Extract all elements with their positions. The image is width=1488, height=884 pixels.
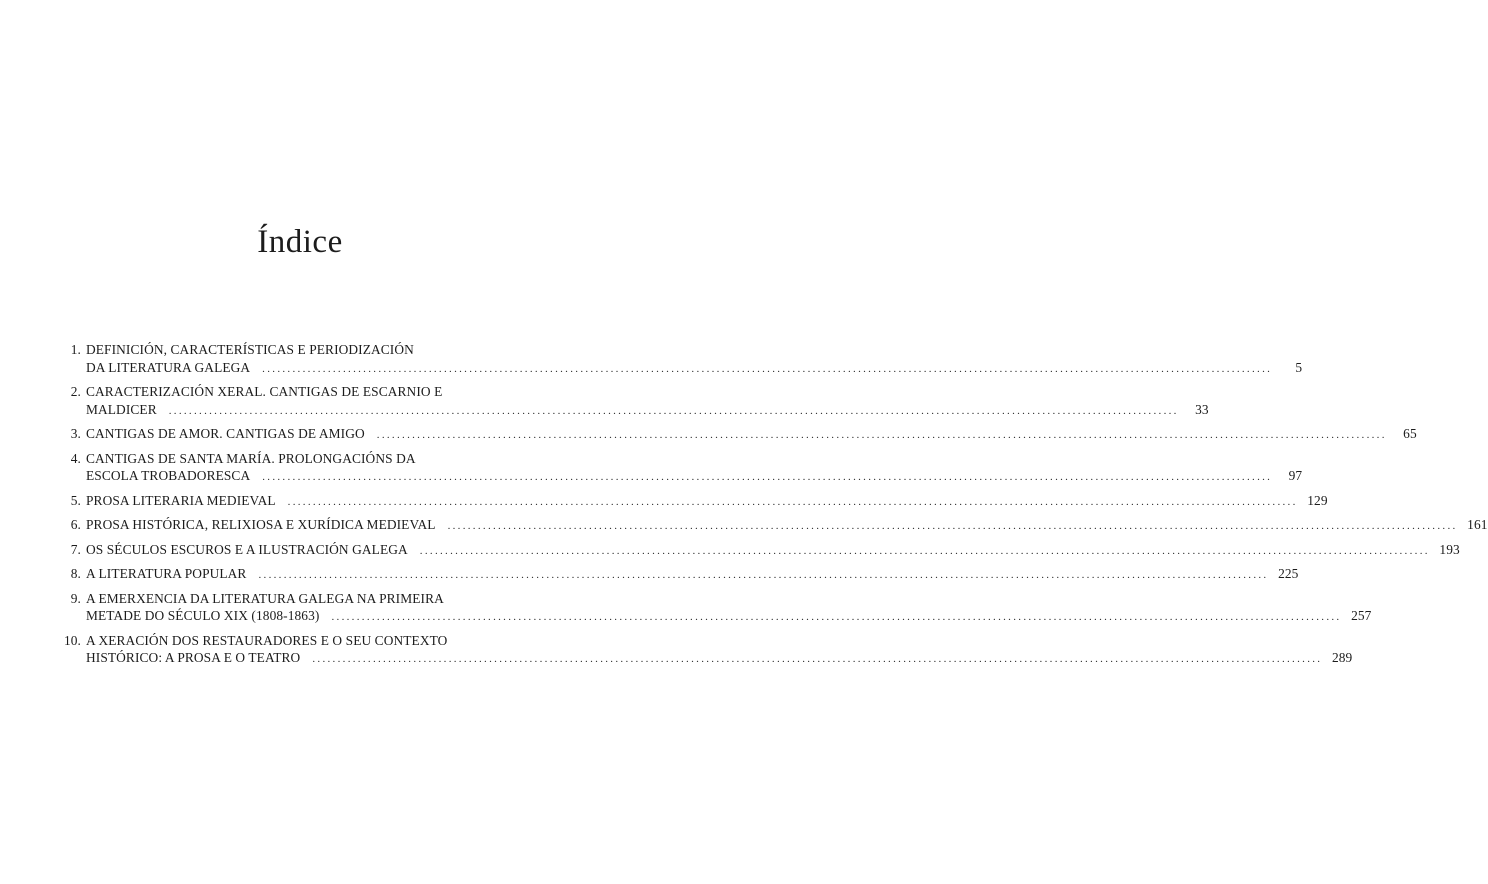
toc-entry-number: 7. — [70, 541, 81, 557]
toc-entry — [52, 425, 1417, 445]
toc-entry-page-number: 193 — [1439, 541, 1460, 557]
toc-entry-line — [52, 341, 514, 359]
toc-entry-line — [52, 590, 514, 608]
toc-entry-page-number: 161 — [1467, 517, 1488, 532]
toc-entry — [52, 590, 1372, 627]
dot-leader: ........................................................................................................................................................................................................ — [447, 520, 1458, 532]
page-title: Índice — [257, 224, 343, 260]
toc-entry-title: PROSA LITERARIA MEDIEVAL — [86, 492, 276, 508]
dot-leader: ........................................................................................................................................................................................................ — [312, 653, 1323, 665]
toc-entry-line — [52, 492, 1328, 512]
toc-entry — [52, 341, 1303, 378]
toc-entry-title: MALDICER — [86, 401, 157, 417]
toc-entry-title: ESCOLA TROBADORESCA — [86, 468, 251, 483]
toc-entry-title: A EMERXENCIA DA LITERATURA GALEGA NA PRIMEIRA — [86, 590, 444, 606]
toc-entry-page-number: 65 — [1403, 426, 1417, 441]
toc-entry-title: A LITERATURA POPULAR — [86, 566, 247, 581]
dot-leader: ........................................................................................................................................................................................................ — [168, 404, 1179, 417]
toc-entry-title: CARACTERIZACIÓN XERAL. CANTIGAS DE ESCARNIO E — [86, 384, 443, 399]
toc-entry — [52, 383, 1209, 420]
toc-entry-number: 9. — [70, 590, 81, 606]
toc-entry-number: 2. — [70, 384, 81, 399]
toc-entry-title: METADE DO SÉCULO XIX (1808-1863) — [86, 608, 320, 623]
toc-entry-line — [52, 425, 1417, 445]
toc-entry — [52, 492, 1328, 512]
dot-leader: ........................................................................................................................................................................................................ — [258, 569, 1269, 581]
toc-entry-line — [52, 401, 1209, 421]
toc-entry-title: DEFINICIÓN, CARACTERÍSTICAS E PERIODIZACIÓN — [86, 342, 414, 357]
dot-leader: ........................................................................................................................................................................................................ — [262, 362, 1273, 375]
toc-entry-page-number: 257 — [1351, 608, 1372, 623]
toc-entry-page-number: 225 — [1278, 566, 1299, 581]
toc-entry-title: DA LITERATURA GALEGA — [86, 359, 251, 375]
toc-entry-number: 6. — [70, 517, 81, 532]
toc-entry-line — [52, 649, 1353, 669]
dot-leader: ........................................................................................................................................................................................................ — [419, 544, 1430, 557]
dot-leader: ........................................................................................................................................................................................................ — [287, 495, 1298, 508]
dot-leader: ........................................................................................................................................................................................................ — [331, 611, 1342, 623]
toc-entry — [52, 516, 1488, 536]
toc-entry-page-number: 97 — [1288, 468, 1303, 483]
toc-entry-line — [52, 541, 1460, 561]
toc-entry-line — [52, 607, 1372, 627]
toc-entry-page-number: 33 — [1195, 401, 1209, 417]
toc-entry-number: 3. — [70, 426, 81, 441]
toc-entry-title: PROSA HISTÓRICA, RELIXIOSA E XURÍDICA MEDIEVAL — [86, 517, 436, 532]
toc-entry-line — [52, 565, 1299, 585]
toc-entry-line — [52, 450, 514, 468]
toc-entry-number: 4. — [70, 450, 81, 466]
toc-entry-line — [52, 632, 514, 650]
toc-entry — [52, 632, 1353, 669]
dot-leader: ........................................................................................................................................................................................................ — [262, 471, 1273, 483]
toc-entry-number: 1. — [70, 342, 81, 357]
toc-entry-title: A XERACIÓN DOS RESTAURADORES E O SEU CONTEXTO — [86, 632, 448, 648]
toc-entry — [52, 565, 1299, 585]
toc-entry-page-number: 289 — [1331, 650, 1353, 665]
table-of-contents — [52, 341, 1488, 674]
toc-entry-number: 10. — [63, 632, 81, 648]
toc-entry-line — [52, 383, 514, 401]
toc-entry-number: 8. — [70, 566, 81, 581]
toc-entry-title: HISTÓRICO: A PROSA E O TEATRO — [86, 650, 301, 665]
toc-entry — [52, 450, 1303, 487]
toc-entry-line — [52, 467, 1303, 487]
toc-entry — [52, 541, 1460, 561]
toc-entry-page-number: 5 — [1295, 359, 1303, 375]
toc-entry-line — [52, 359, 1303, 379]
toc-entry-line — [52, 516, 1488, 536]
toc-entry-title: CANTIGAS DE AMOR. CANTIGAS DE AMIGO — [86, 426, 365, 441]
toc-entry-number: 5. — [70, 492, 81, 508]
toc-entry-title: OS SÉCULOS ESCUROS E A ILUSTRACIÓN GALEGA — [86, 541, 408, 557]
toc-entry-page-number: 129 — [1307, 492, 1328, 508]
toc-entry-title: CANTIGAS DE SANTA MARÍA. PROLONGACIÓNS DA — [86, 450, 416, 466]
dot-leader: ........................................................................................................................................................................................................ — [376, 429, 1387, 441]
